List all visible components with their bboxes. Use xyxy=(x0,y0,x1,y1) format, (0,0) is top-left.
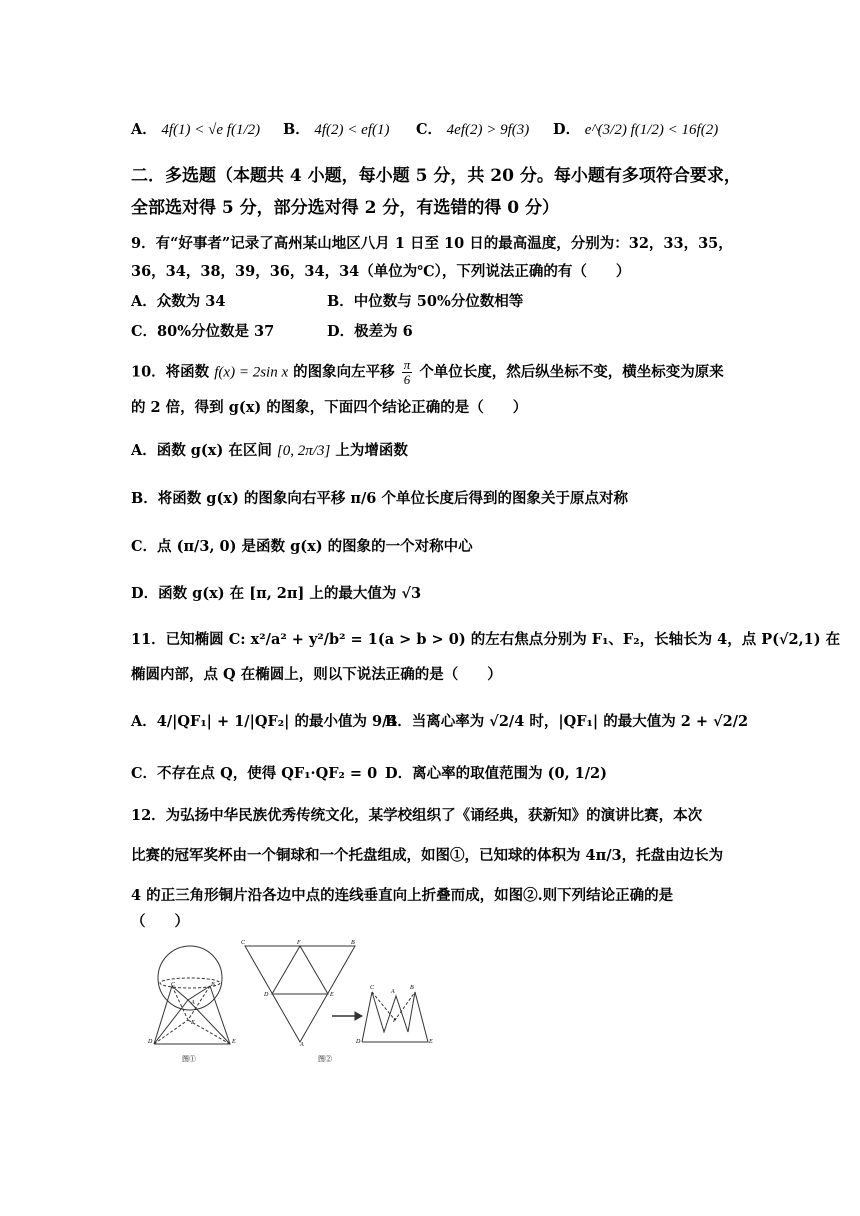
option-c-prev: C． 4ef(2) > 9f(3) xyxy=(416,121,530,138)
fig1-label-b: B xyxy=(211,982,215,988)
q10-option-b: B．将函数 g(x) 的图象向右平移 π/6 个单位长度后得到的图象关于原点对称 xyxy=(131,490,628,507)
q10-option-c: C．点 (π/3, 0) 是函数 g(x) 的图象的一个对称中心 xyxy=(131,538,473,555)
section-title-line2: 全部选对得 5 分，部分选对得 2 分，有选错的得 0 分） xyxy=(131,198,559,218)
q9-option-c: C．80%分位数是 37 xyxy=(131,323,275,340)
fig1-label-e: E xyxy=(232,1039,236,1045)
fig2-label-d: D xyxy=(264,992,269,998)
fig1-label-a: A xyxy=(191,1000,195,1006)
figure-caption-1: 图① xyxy=(182,1055,196,1063)
fig2-label-a: A xyxy=(300,1042,304,1048)
q12-line1: 12．为弘扬中华民族优秀传统文化，某学校组织了《诵经典，获新知》的演讲比赛，本次 xyxy=(131,807,703,824)
fig3-label-d: D xyxy=(356,1039,361,1045)
option-a-math: 4f(1) < √e f(1/2) xyxy=(161,122,261,138)
q10-function: f(x) = 2sin x xyxy=(214,364,289,381)
section-title-line1: 二．多选题（本题共 4 小题，每小题 5 分，共 20 分。每小题有多项符合要求， xyxy=(131,166,741,186)
q9-line1: 9．有“好事者”记录了高州某山地区八月 1 日至 10 日的最高温度，分别为：32，33，35， xyxy=(131,235,733,252)
option-b-prev: B． 4f(2) < ef(1) xyxy=(283,121,390,138)
option-b-math: 4f(2) < ef(1) xyxy=(314,122,390,138)
fig3-label-c: C xyxy=(370,985,375,991)
option-a-prev: A． 4f(1) < √e f(1/2) xyxy=(131,121,261,138)
q11-line1: 11．已知椭圆 C: x²/a² + y²/b² = 1(a > b > 0) 的左右焦点分别为 F₁、F₂，长轴长为 4，点 P(√2,1) 在 xyxy=(131,631,841,648)
tray-outline-1 xyxy=(154,986,230,1044)
q9-option-d: D．极差为 6 xyxy=(327,323,413,340)
q9-option-b: B．中位数与 50%分位数相等 xyxy=(327,293,524,310)
option-c-math: 4ef(2) > 9f(3) xyxy=(446,122,530,138)
q9-option-a: A．众数为 34 xyxy=(131,293,226,310)
fig3-label-e: E xyxy=(429,1039,433,1045)
fig3-label-f: F xyxy=(393,1018,397,1024)
fig1-label-d: D xyxy=(148,1039,153,1045)
figure-caption-2: 图② xyxy=(318,1055,332,1063)
q11-option-d: D．离心率的取值范围为 (0, 1/2) xyxy=(385,765,608,782)
fig3-label-a: A xyxy=(391,989,395,995)
fig2-label-c: C xyxy=(241,940,246,946)
q12-line4: （ ） xyxy=(131,913,189,930)
q10-interval: [0, 2π/3] xyxy=(276,443,331,459)
q10-line1: 10．将函数 f(x) = 2sin x 的图象向左平移 $\frac{\pi}{6}$ 个单位长度，然后纵坐标不变，横坐标变为原来 xyxy=(131,357,724,387)
option-d-math: e^(3/2) f(1/2) < 16f(2) xyxy=(584,122,719,138)
q10-option-a: A．函数 g(x) 在区间 [0, 2π/3] 上为增函数 xyxy=(131,442,408,459)
q11-option-c: C．不存在点 Q，使得 QF₁·QF₂ = 0 xyxy=(131,765,378,782)
q11-option-a: A．4/|QF₁| + 1/|QF₂| 的最小值为 9/4 xyxy=(131,713,398,730)
fig2-label-b: B xyxy=(351,940,355,946)
q10-option-d: D．函数 g(x) 在 [π, 2π] 上的最大值为 √3 xyxy=(131,585,422,602)
q9-line2: 36，34，38，39，36，34，34（单位为℃），下列说法正确的有（ ） xyxy=(131,263,631,280)
q12-line2: 比赛的冠军奖杯由一个铜球和一个托盘组成，如图①，已知球的体积为 4π/3，托盘由边长为 xyxy=(131,847,724,864)
folded-tray xyxy=(362,992,428,1042)
trophy-figures xyxy=(140,938,460,1072)
fig1-label-c: C xyxy=(171,982,176,988)
q11-option-b: B．当离心率为 √2/4 时，|QF₁| 的最大值为 2 + √2/2 xyxy=(385,713,749,730)
fig2-label-e: E xyxy=(330,992,334,998)
trophy-diagram xyxy=(140,938,460,1068)
q11-line2: 椭圆内部，点 Q 在椭圆上，则以下说法正确的是（ ） xyxy=(131,666,502,683)
q12-line3: 4 的正三角形铜片沿各边中点的连线垂直向上折叠而成，如图②.则下列结论正确的是 xyxy=(131,887,674,904)
option-d-prev: D． e^(3/2) f(1/2) < 16f(2) xyxy=(553,121,719,138)
fig1-label-f: F xyxy=(191,1020,195,1026)
fig3-label-b: B xyxy=(410,985,414,991)
q10-shift-fraction: $\frac{\pi}{6}$ xyxy=(403,357,411,387)
fig2-label-f: F xyxy=(297,940,301,946)
q10-line2: 的 2 倍，得到 g(x) 的图象，下面四个结论正确的是（ ） xyxy=(131,399,528,416)
